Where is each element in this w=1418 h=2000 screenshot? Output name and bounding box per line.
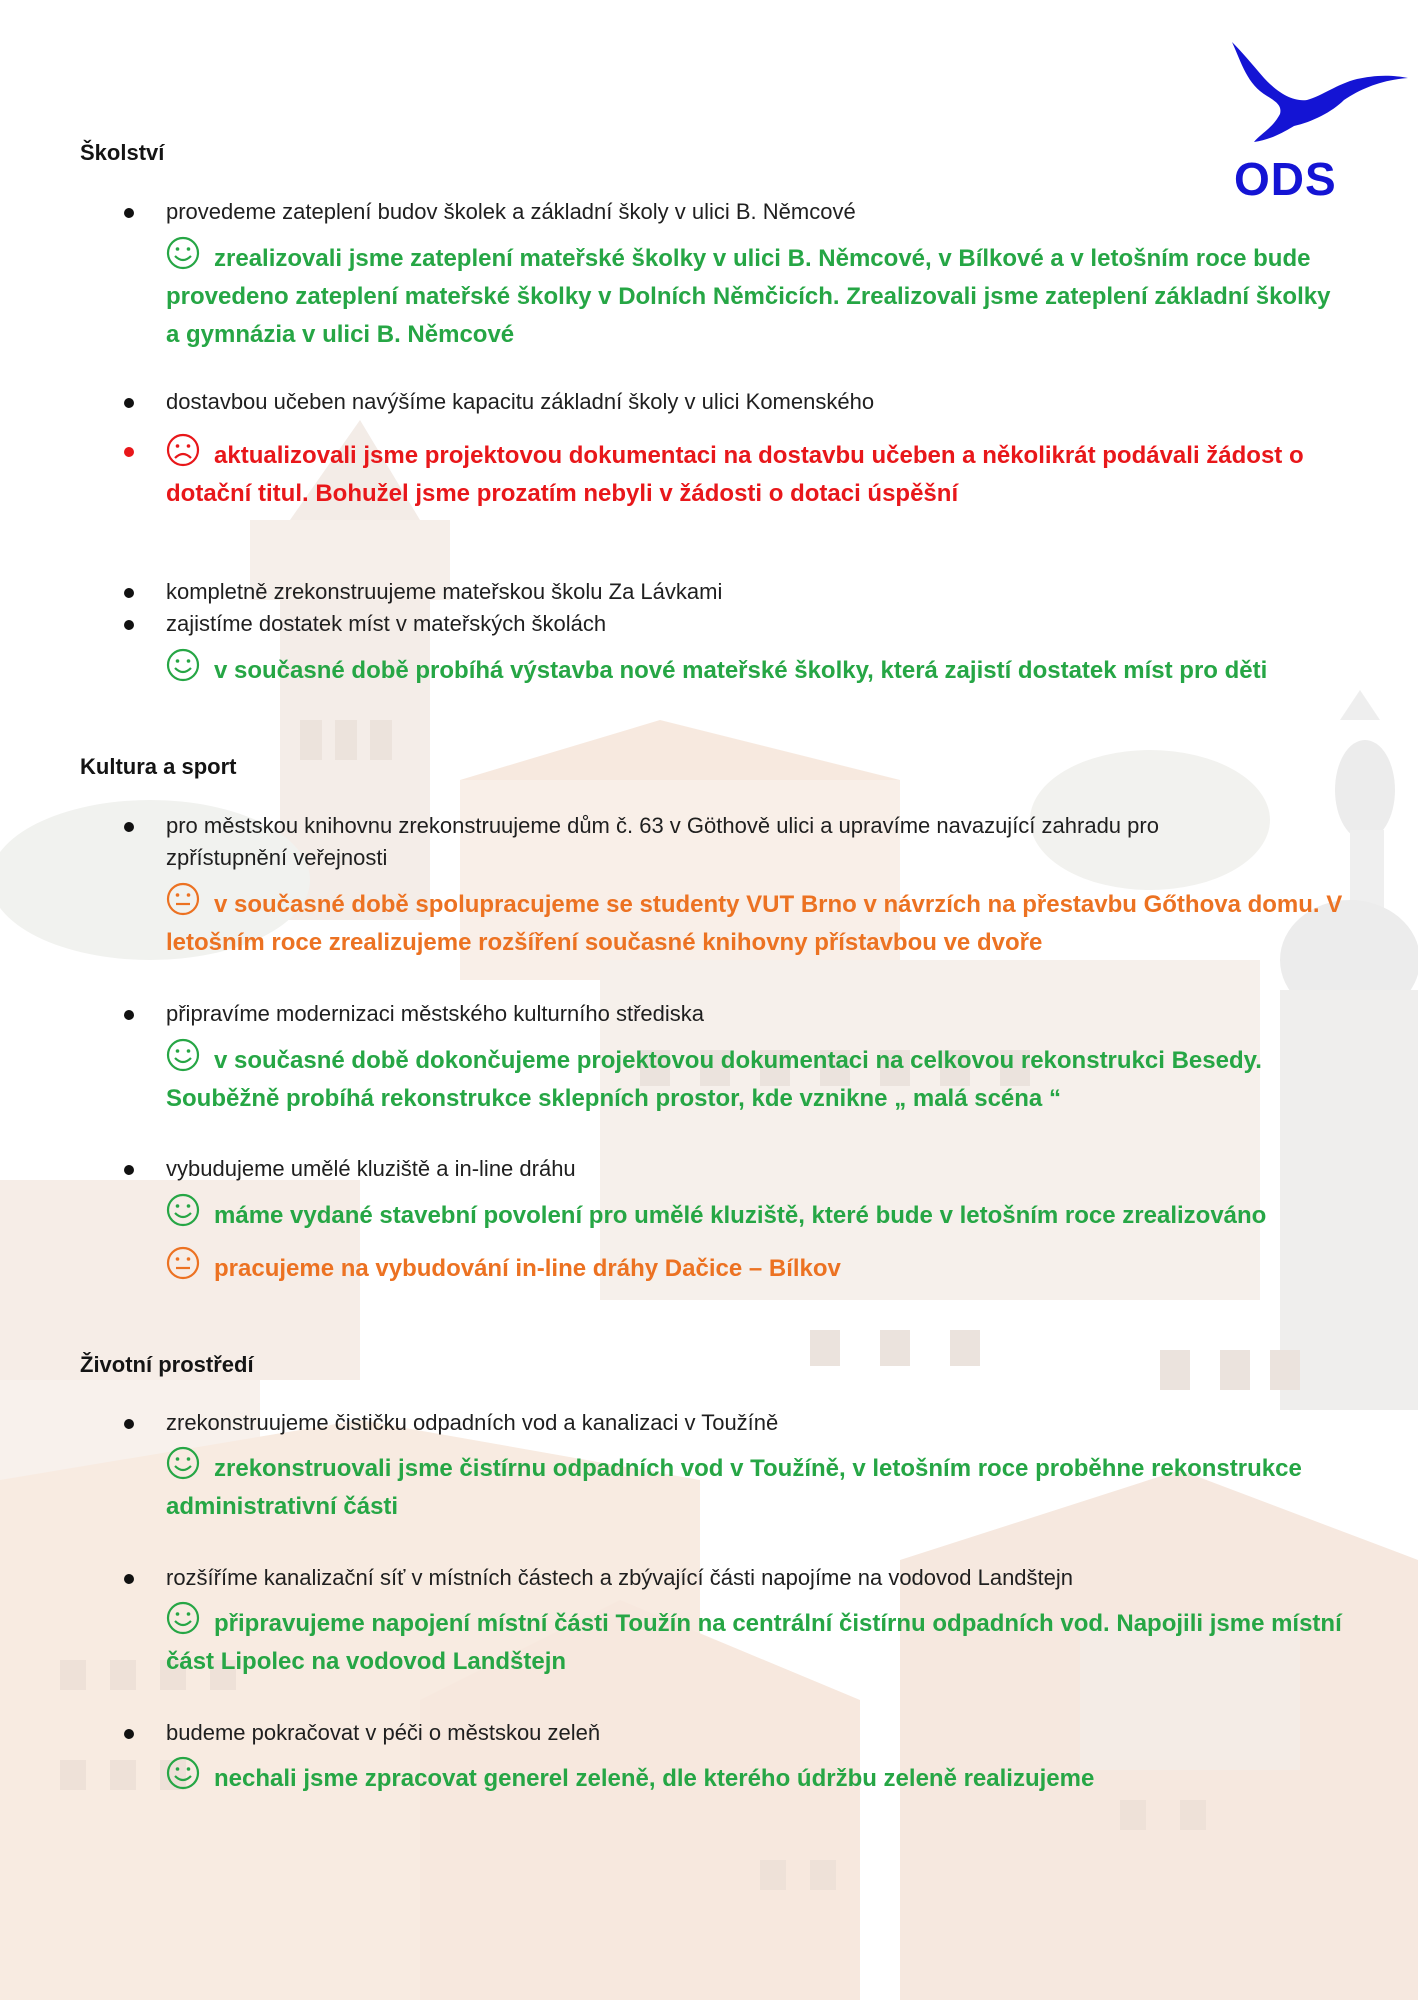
goal-item: budeme pokračovat v péči o městskou zeleň	[166, 1720, 601, 1745]
bullet-icon	[124, 447, 134, 457]
result-positive	[166, 1601, 1346, 1681]
smiley-sad-icon	[166, 433, 200, 467]
result-text: aktualizovali jsme projektovou dokumentaci na dostavbu učeben a několikrát podávali žádost o dotační titul. Bohužel jsme prozatím nebyli v žádosti o dotaci úspěšní	[166, 442, 1304, 507]
goal-item: pro městskou knihovnu zrekonstruujeme dům č. 63 v Göthově ulici a upravíme navazující zahradu pro zpřístupnění veřejnosti	[166, 813, 1159, 870]
section-title-skolstvi: Školství	[80, 140, 165, 165]
result-negative	[166, 433, 1346, 513]
goal-item: zajistíme dostatek míst v mateřských školách	[166, 611, 607, 636]
bullet-icon	[124, 1165, 134, 1175]
result-text: v současné době probíhá výstavba nové mateřské školky, která zajistí dostatek míst pro děti	[214, 657, 1268, 684]
result-neutral	[166, 1246, 1346, 1288]
smiley-happy-icon	[166, 1193, 200, 1227]
goal-item: připravíme modernizaci městského kulturního střediska	[166, 1001, 705, 1026]
smiley-happy-icon	[166, 1038, 200, 1072]
result-positive	[166, 1193, 1346, 1235]
result-text: zrekonstruovali jsme čistírnu odpadních vod v Toužíně, v letošním roce proběhne rekonstrukce administrativní části	[166, 1455, 1302, 1520]
result-positive	[166, 1756, 1346, 1798]
smiley-happy-icon	[166, 1601, 200, 1635]
bullet-icon	[124, 620, 134, 630]
bullet-icon	[124, 588, 134, 598]
bullet-icon	[124, 398, 134, 408]
result-positive	[166, 1446, 1346, 1526]
goal-item: dostavbou učeben navýšíme kapacitu základní školy v ulici Komenského	[166, 389, 875, 414]
goal-item: vybudujeme umělé kluziště a in-line dráhu	[166, 1156, 576, 1181]
result-text: nechali jsme zpracovat generel zeleně, dle kterého údržbu zeleně realizujeme	[214, 1765, 1095, 1792]
goal-item: provedeme zateplení budov školek a základní školy v ulici B. Němcové	[166, 199, 856, 224]
smiley-happy-icon	[166, 236, 200, 270]
result-text: máme vydané stavební povolení pro umělé kluziště, které bude v letošním roce zrealizováno	[214, 1202, 1267, 1229]
result-text: pracujeme na vybudování in-line dráhy Dačice – Bílkov	[214, 1255, 841, 1282]
ods-logo	[1222, 34, 1412, 204]
result-text: v současné době dokončujeme projektovou dokumentaci na celkovou rekonstrukci Besedy. Souběžně probíhá rekonstrukce sklepních prostor, kde vznikne „ malá scéna “	[166, 1047, 1262, 1112]
result-text: zrealizovali jsme zateplení mateřské školky v ulici B. Němcové, v Bílkové a v letošním roce bude provedeno zateplení mateřské školky v Dolních Němčicích. Zrealizovali jsme zateplení základní školky a gymnázia v ulici B. Němcové	[166, 245, 1331, 348]
section-title-zivotni: Životní prostředí	[80, 1352, 254, 1377]
goal-item: kompletně zrekonstruujeme mateřskou školu Za Lávkami	[166, 579, 723, 604]
smiley-neutral-icon	[166, 1246, 200, 1280]
bullet-icon	[124, 1419, 134, 1429]
section-title-kultura: Kultura a sport	[80, 754, 237, 779]
goal-item: zrekonstruujeme čističku odpadních vod a kanalizaci v Toužíně	[166, 1410, 779, 1435]
result-positive	[166, 648, 1346, 690]
result-positive	[166, 1038, 1346, 1118]
logo-text: ODS	[1234, 153, 1337, 205]
bullet-icon	[124, 1010, 134, 1020]
result-neutral	[166, 882, 1346, 962]
result-positive	[166, 236, 1346, 354]
goal-item: rozšíříme kanalizační síť v místních částech a zbývající části napojíme na vodovod Landštejn	[166, 1565, 1074, 1590]
bullet-icon	[124, 208, 134, 218]
bullet-icon	[124, 1729, 134, 1739]
smiley-happy-icon	[166, 648, 200, 682]
result-text: připravujeme napojení místní části Toužín na centrální čistírnu odpadních vod. Napojili jsme místní část Lipolec na vodovod Landštejn	[166, 1610, 1342, 1675]
bullet-icon	[124, 1574, 134, 1584]
smiley-happy-icon	[166, 1756, 200, 1790]
result-text: v současné době spolupracujeme se studenty VUT Brno v návrzích na přestavbu Gőthova domu. V letošním roce zrealizujeme rozšíření současné knihovny přístavbou ve dvoře	[166, 891, 1343, 956]
smiley-happy-icon	[166, 1446, 200, 1480]
bullet-icon	[124, 822, 134, 832]
smiley-neutral-icon	[166, 882, 200, 916]
